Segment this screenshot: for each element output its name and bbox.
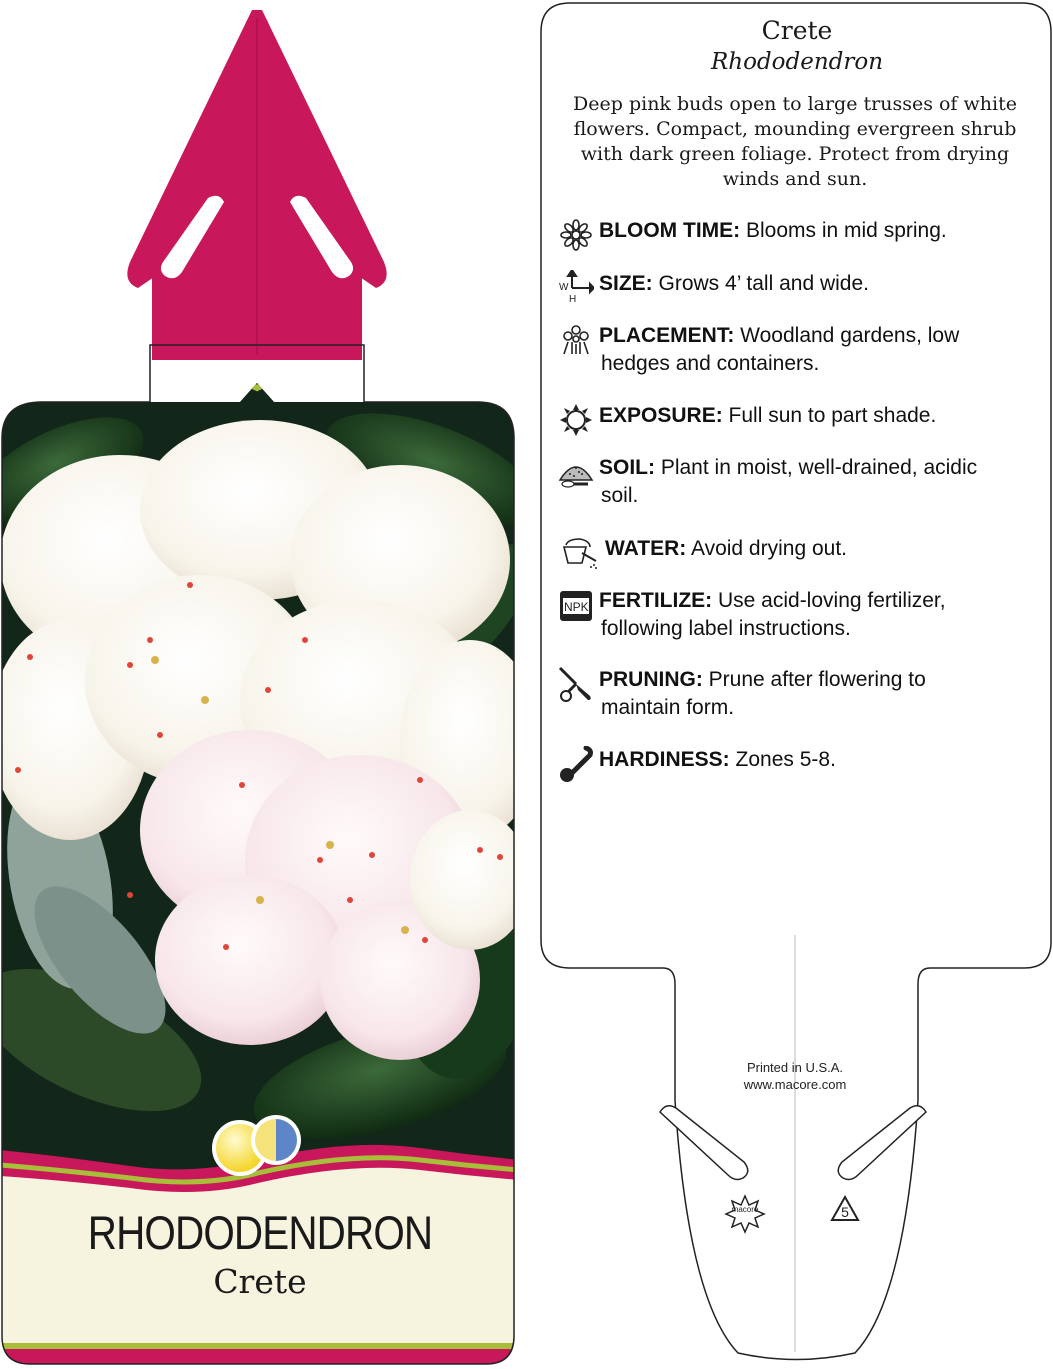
care-text-continued: hedges and containers.	[601, 352, 820, 375]
care-row-fertilize	[558, 587, 1038, 643]
care-row-water	[558, 535, 1038, 563]
care-text: Blooms in mid spring.	[740, 219, 947, 242]
care-row-placement	[558, 322, 1038, 378]
care-text: Full sun to part shade.	[722, 404, 937, 427]
care-text-continued: soil.	[601, 484, 639, 507]
care-text-continued: maintain form.	[601, 696, 735, 719]
care-label: FERTILIZE:	[599, 589, 713, 612]
macore-logo-text: macore	[731, 1205, 759, 1214]
care-label: SIZE:	[599, 272, 653, 295]
care-label: PLACEMENT:	[599, 324, 735, 347]
pruners-icon	[558, 666, 594, 702]
care-row-size	[558, 270, 1038, 305]
thermometer-icon	[558, 746, 594, 782]
recycle-code: 5	[841, 1204, 849, 1220]
care-label: EXPOSURE:	[599, 404, 723, 427]
care-text: Prune after flowering to	[702, 668, 926, 691]
care-text: Plant in moist, well-drained, acidic	[655, 456, 978, 479]
care-row-hardiness	[558, 746, 1038, 774]
soil-icon	[558, 454, 594, 490]
care-text: Grows 4’ tall and wide.	[652, 272, 869, 295]
size-icon-w: W	[559, 282, 569, 293]
flower-photo	[0, 340, 560, 1170]
fertilizer-icon-label: NPK	[564, 600, 589, 614]
care-row-exposure	[558, 402, 1038, 430]
care-label: PRUNING:	[599, 668, 703, 691]
front-genus-title: RHODODENDRON	[87, 1206, 433, 1259]
back-common-name: Crete	[761, 16, 833, 45]
care-label: WATER:	[605, 537, 687, 560]
care-label: BLOOM TIME:	[599, 219, 741, 242]
front-arrow-head	[127, 10, 386, 360]
size-icon	[558, 270, 594, 306]
care-row-pruning	[558, 666, 1038, 722]
care-label: SOIL:	[599, 456, 655, 479]
care-row-soil	[558, 454, 1038, 510]
website-link[interactable]: www.macore.com	[743, 1077, 847, 1092]
size-icon-h: H	[569, 294, 577, 305]
fertilizer-icon	[558, 587, 594, 623]
placement-icon	[558, 322, 594, 358]
plant-description: Deep pink buds open to large trusses of white flowers. Compact, mounding evergreen shrub with dark green foliage. Protect from drying winds and sun.	[573, 93, 1017, 190]
care-text-continued: following label instructions.	[601, 617, 851, 640]
care-row-bloom-time	[558, 217, 1038, 245]
printed-in: Printed in U.S.A.	[746, 1060, 844, 1075]
care-label: HARDINESS:	[599, 748, 730, 771]
care-text: Avoid drying out.	[686, 537, 847, 560]
care-text: Woodland gardens, low	[734, 324, 960, 347]
sun-icon	[558, 402, 594, 438]
care-text: Use acid-loving fertilizer,	[712, 589, 946, 612]
front-variety-title: Crete	[213, 1262, 307, 1301]
watering-can-icon	[558, 535, 598, 571]
back-botanical-name: Rhododendron	[710, 49, 884, 75]
flower-icon	[558, 217, 594, 253]
care-text: Zones 5-8.	[729, 748, 836, 771]
